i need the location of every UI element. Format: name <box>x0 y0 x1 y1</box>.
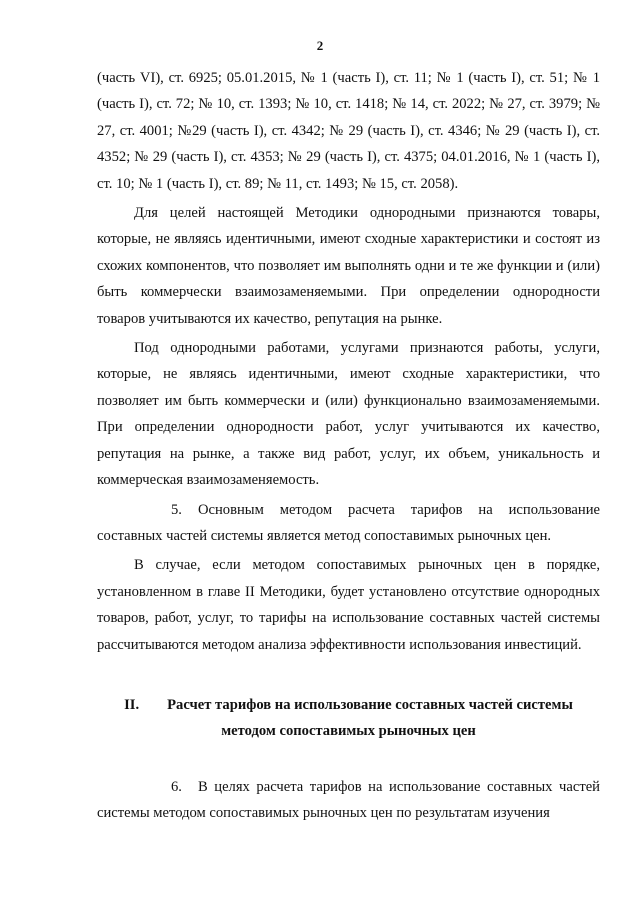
paragraph-homogeneous-goods: Для целей настоящей Методики однородными признаются товары, которые, не являясь идентичными, имеют сходные характеристики и состоят из схожих компонентов, что позволяет им выполнять одни и те же функции и (или) быть коммерчески взаимозаменяемыми. При определении однородности товаров учитываются их качество, репутация на рынке. <box>97 205 600 327</box>
section-heading <box>97 692 600 744</box>
item-number-5: 5. <box>171 501 182 518</box>
document-body <box>97 65 600 827</box>
paragraph-item-5 <box>97 497 600 550</box>
paragraph-legal-references: (часть VI), ст. 6925; 05.01.2015, № 1 (часть I), ст. 11; № 1 (часть I), ст. 51; № 1 (часть I), ст. 72; № 10, ст. 1393; № 10, ст. 1418; № 14, ст. 2022; № 27, ст. 3979; № 27, ст. 4001; №29 (часть I), ст. 4342; № 29 (часть I), ст. 4346; № 29 (часть I), ст. 4352; № 29 (часть I), ст. 4353; № 29 (часть I), ст. 4375; 04.01.2016, № 1 (часть I), ст. 10; № 1 (часть I), ст. 89; № 11, ст. 1493; № 15, ст. 2058). <box>97 70 600 192</box>
item-6-text: В целях расчета тарифов на использование составных частей системы методом сопоставимых рыночных цен по результатам изучения <box>97 778 600 822</box>
paragraph-investment-method: В случае, если методом сопоставимых рыночных цен в порядке, установленном в главе II Методики, будет установлено отсутствие однородных товаров, работ, услуг, то тарифы на использование составных частей системы рассчитываются методом анализа эффективности использования инвестиций. <box>97 557 600 653</box>
section-heading-line-2: методом сопоставимых рыночных цен <box>221 722 476 739</box>
section-number: II. <box>124 696 140 713</box>
section-title-part-1: Расчет тарифов на использование составных частей системы <box>167 696 573 713</box>
item-number-6: 6. <box>171 778 182 795</box>
item-5-text: Основным методом расчета тарифов на использование составных частей системы является метод сопоставимых рыночных цен. <box>97 501 600 544</box>
page-number: 2 <box>316 38 324 53</box>
paragraph-homogeneous-works: Под однородными работами, услугами признаются работы, услуги, которые, не являясь идентичными, имеют сходные характеристики, что позволяет им быть коммерчески и (или) функционально взаимозаменяемыми. При определении однородности работ, услуг учитываются их качество, репутация на рынке, а также вид работ, услуг, их объем, уникальность и коммерческая взаимозаменяемость. <box>97 340 600 489</box>
paragraph-item-6 <box>97 774 600 827</box>
section-heading-line-1 <box>97 692 600 718</box>
